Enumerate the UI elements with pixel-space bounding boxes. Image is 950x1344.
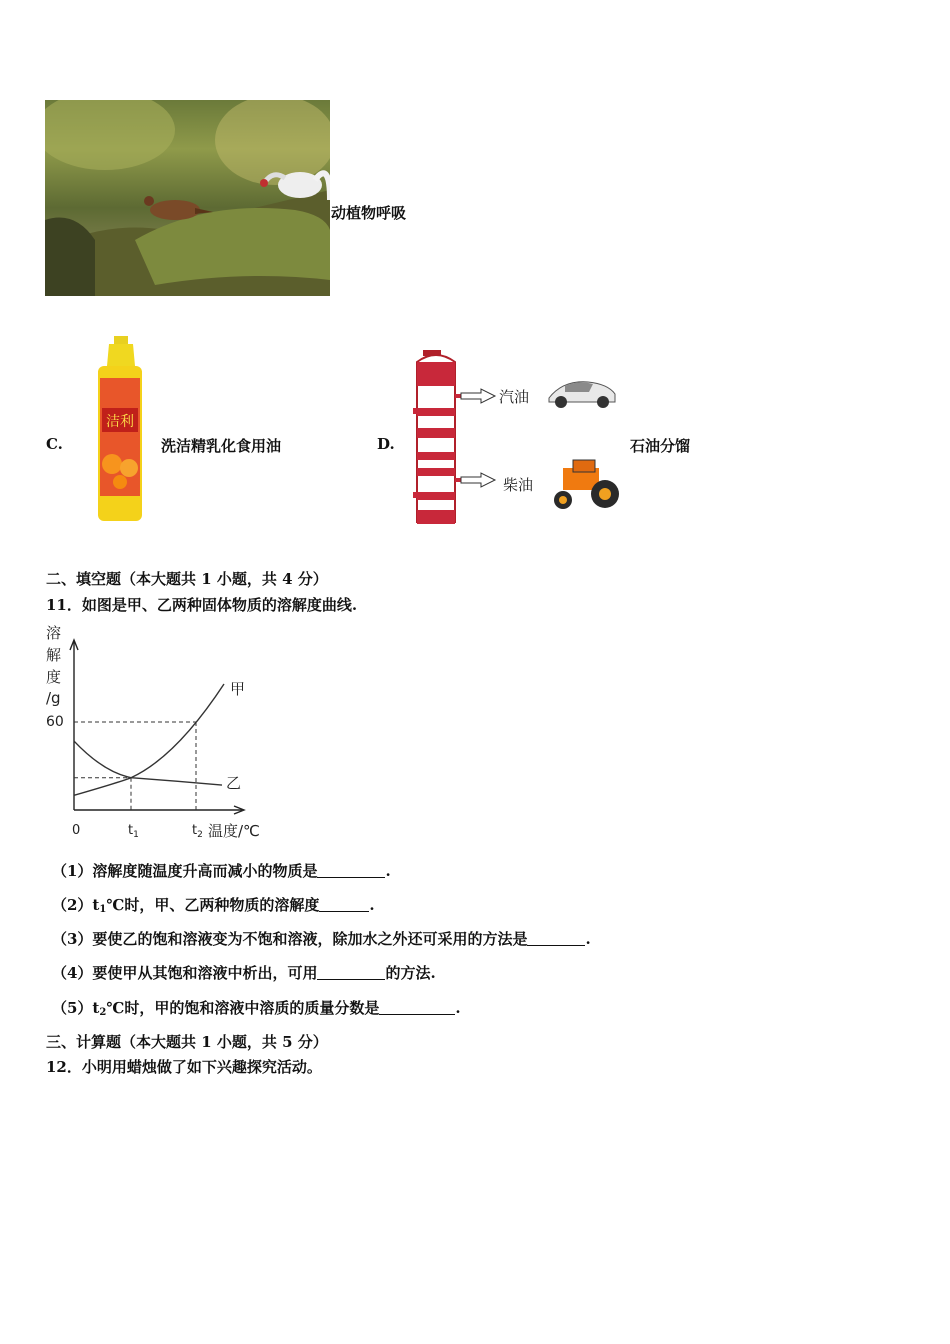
x-tick-t1: $t_1$ <box>128 823 139 840</box>
q11-sub5-end: . <box>455 999 461 1017</box>
gasoline-label: 汽油 <box>499 388 530 406</box>
q11-sub1-end: . <box>385 862 391 880</box>
series-label-jia: 甲 <box>230 680 246 698</box>
y-axis-label-char-1: 溶 <box>46 624 62 642</box>
option-c-caption: 洗洁精乳化食用油 <box>161 437 282 455</box>
q11-sub2 <box>52 894 375 915</box>
q11-sub4-text: （4）要使甲从其饱和溶液中析出，可用 <box>52 964 318 982</box>
section-2-heading: 二、填空题（本大题共 1 小题，共 4 分） <box>46 570 328 588</box>
option-d-caption: 石油分馏 <box>630 437 691 455</box>
q11-sub2-text: ℃时，甲、乙两种物质的溶解度 <box>106 896 320 914</box>
diesel-label: 柴油 <box>503 476 534 494</box>
solubility-chart <box>42 622 272 851</box>
bottle-brand-text: 洁利 <box>106 414 134 430</box>
option-b-caption: 动植物呼吸 <box>331 204 407 222</box>
q11-sub1 <box>52 860 391 881</box>
tractor-icon <box>554 460 619 509</box>
x-tick-t2: $t_2$ <box>192 823 203 840</box>
option-d-letter: D. <box>377 435 395 453</box>
detergent-bottle-image <box>95 336 147 530</box>
q11-sub1-text: （1）溶解度随温度升高而减小的物质是 <box>52 862 318 880</box>
q11-sub1-blank[interactable] <box>317 862 385 878</box>
q11-sub2-end: . <box>369 896 375 914</box>
q11-sub5-blank[interactable] <box>379 999 455 1015</box>
q11-sub4-blank[interactable] <box>317 964 385 980</box>
q11-sub3-text: （3）要使乙的饱和溶液变为不饱和溶液，除加水之外还可采用的方法是 <box>52 930 528 948</box>
solubility-curve-yi <box>74 741 222 785</box>
y-axis-label-char-4: /g <box>46 689 61 707</box>
y-tick-60: 60 <box>46 714 64 730</box>
q11-stem: 11．如图是甲、乙两种固体物质的溶解度曲线. <box>46 596 358 614</box>
q11-sub2-prefix: （2）t <box>52 896 100 914</box>
y-axis-label-char-3: 度 <box>46 668 62 686</box>
car-icon <box>549 382 615 408</box>
q11-sub3-end: . <box>585 930 591 948</box>
birds-photo <box>45 100 330 296</box>
q11-sub3 <box>52 928 591 949</box>
section-3-heading: 三、计算题（本大题共 1 小题，共 5 分） <box>46 1033 328 1051</box>
q11-sub5-prefix: （5）t <box>52 999 100 1017</box>
q11-sub3-blank[interactable] <box>527 930 585 946</box>
q11-sub5-subscript: 2 <box>99 1007 107 1018</box>
q11-sub5-text: ℃时，甲的饱和溶液中溶质的质量分数是 <box>106 999 380 1017</box>
q12-stem: 12．小明用蜡烛做了如下兴趣探究活动。 <box>46 1058 322 1076</box>
q11-sub2-blank[interactable] <box>319 896 369 912</box>
x-axis-label: 温度/℃ <box>208 822 260 840</box>
q11-sub5 <box>52 997 461 1018</box>
x-origin-label: 0 <box>72 823 81 838</box>
q11-sub2-subscript: 1 <box>99 904 107 915</box>
series-label-yi: 乙 <box>226 774 242 792</box>
q11-sub4 <box>52 962 436 983</box>
y-axis-label-char-2: 解 <box>46 646 62 664</box>
distillation-tower-diagram <box>413 350 628 532</box>
solubility-chart-svg <box>42 622 272 847</box>
option-c-letter: C. <box>46 435 63 453</box>
q11-sub4-end: 的方法. <box>385 964 436 982</box>
